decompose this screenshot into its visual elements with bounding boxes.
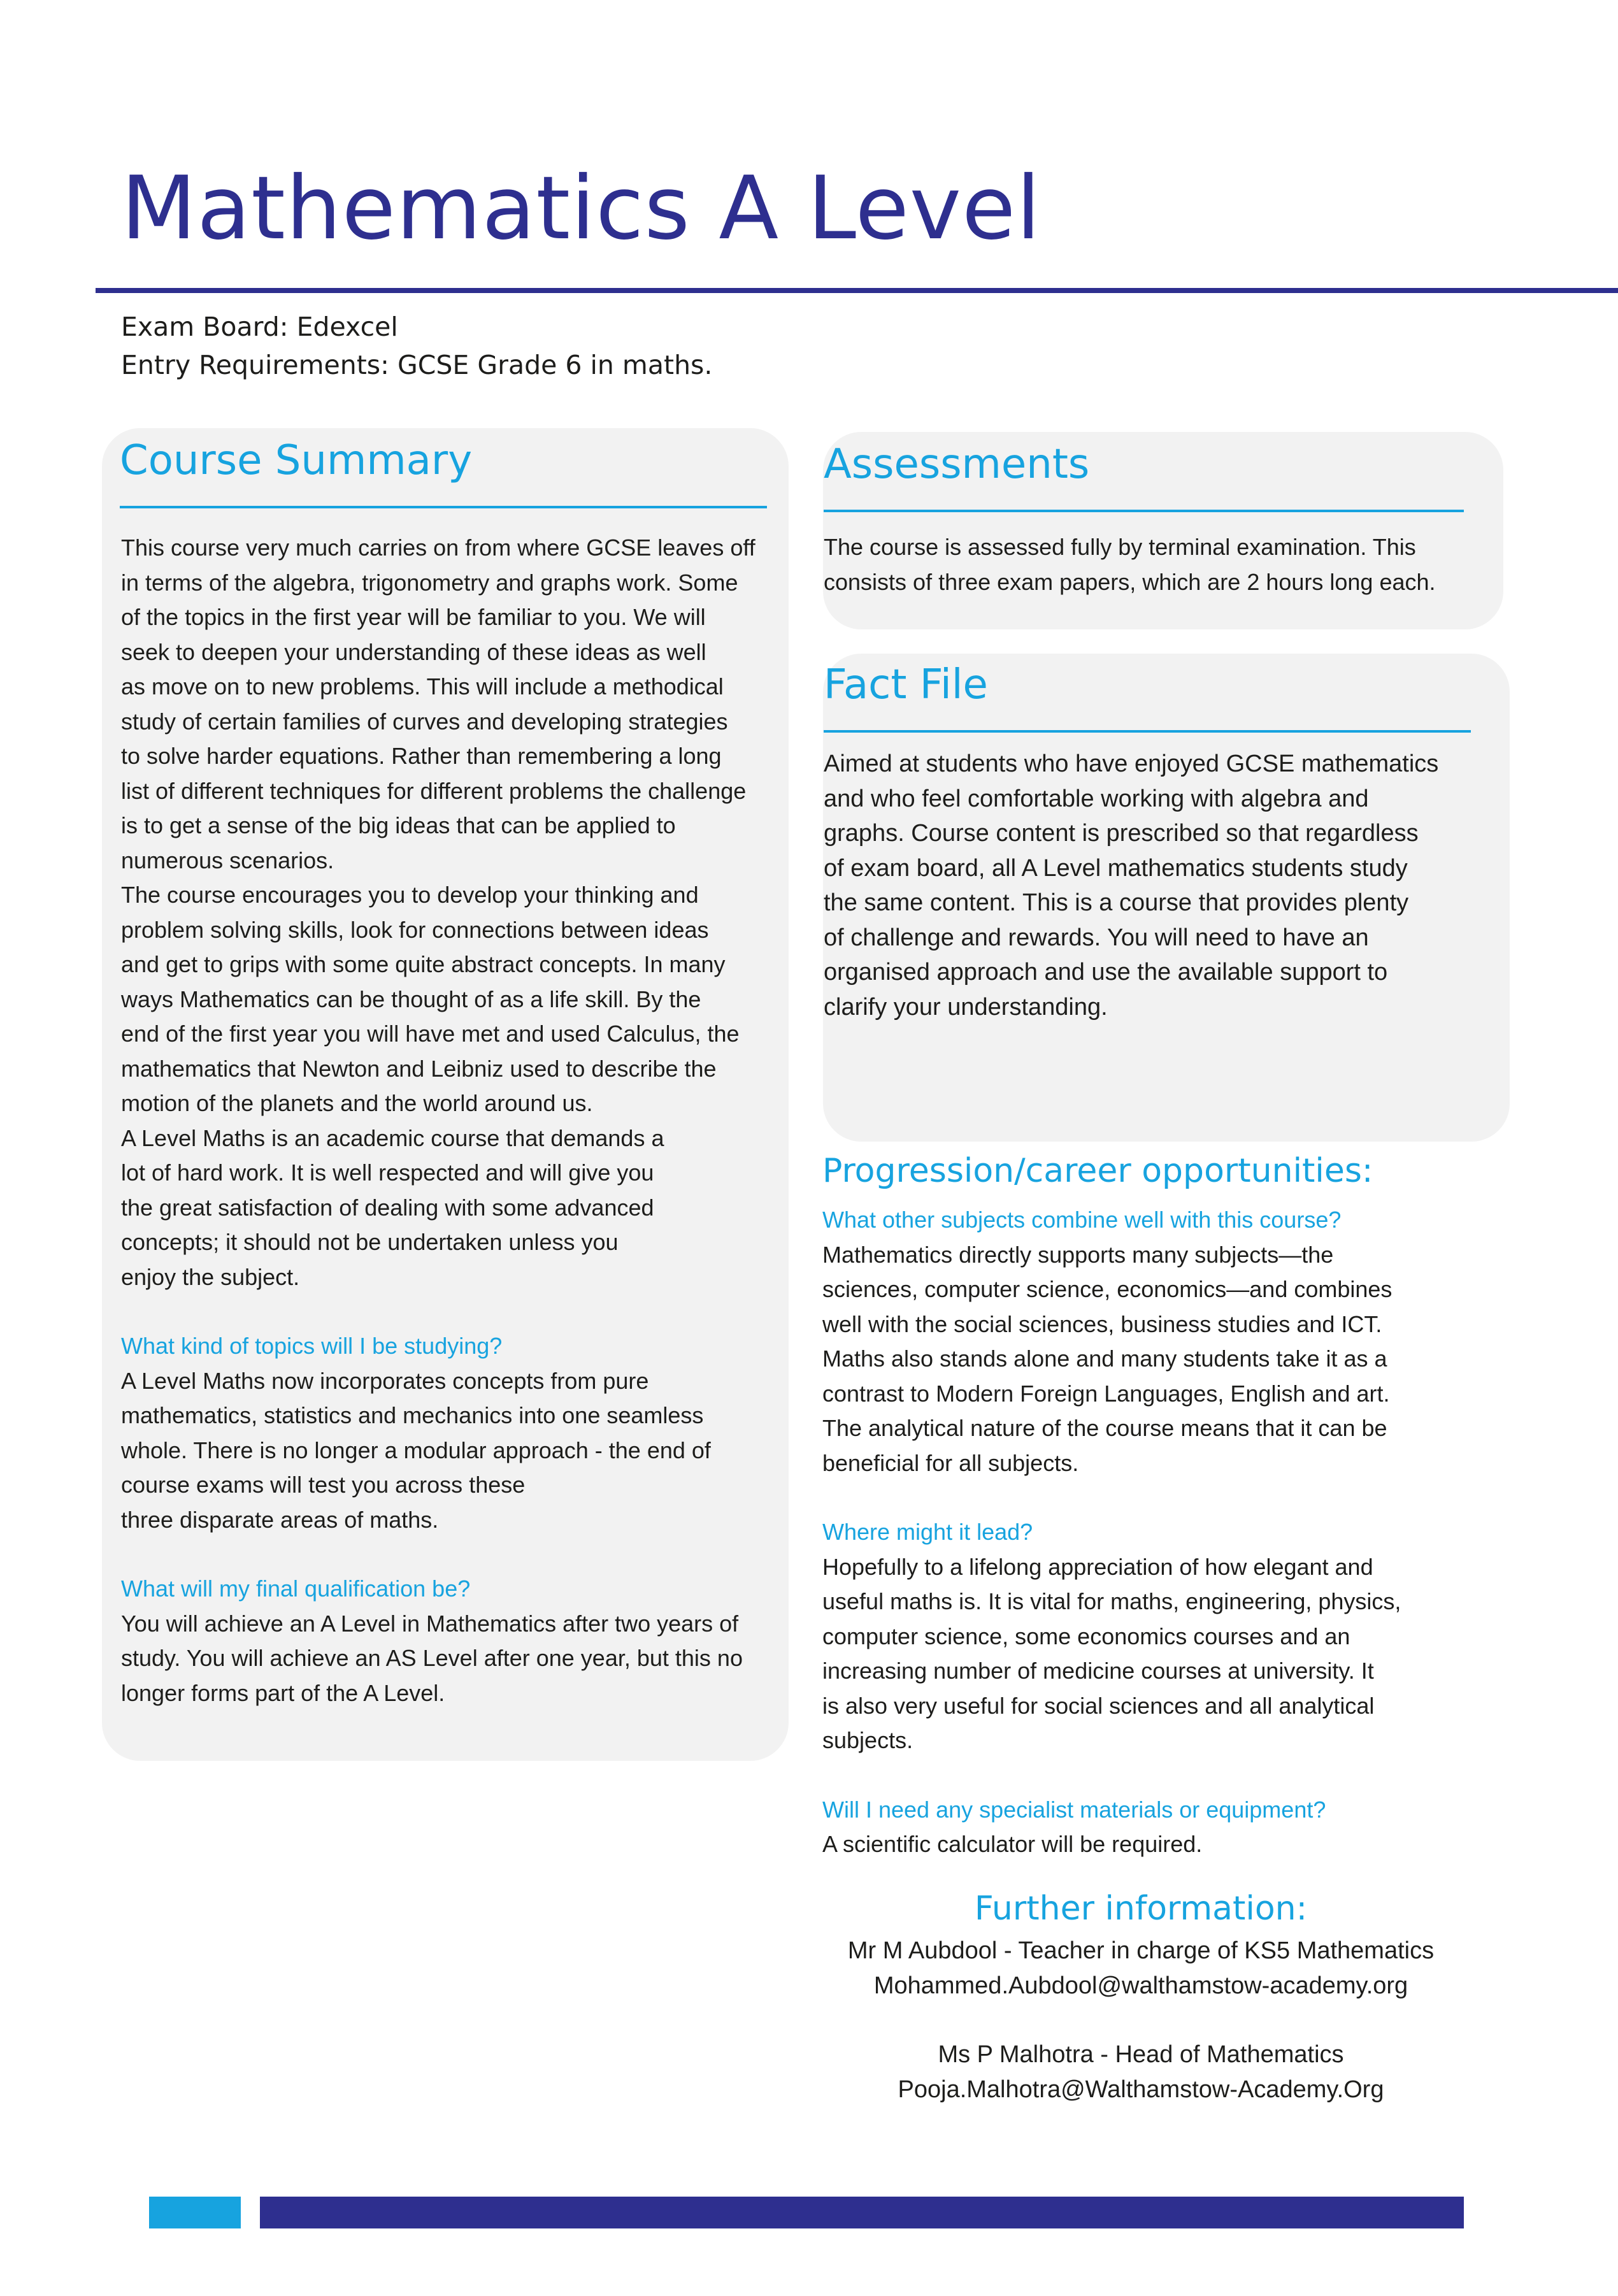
text-line: the great satisfaction of dealing with some advanced bbox=[121, 1194, 654, 1221]
text-line: lot of hard work. It is well respected and will give you bbox=[121, 1159, 654, 1186]
text-line: of exam board, all A Level mathematics students study bbox=[824, 854, 1408, 882]
text-line: list of different techniques for different problems the challenge bbox=[121, 777, 747, 804]
text-line: Aimed at students who have enjoyed GCSE mathematics bbox=[824, 750, 1439, 777]
text-line: sciences, computer science, economics—and combines bbox=[822, 1276, 1392, 1302]
fact-file-body bbox=[824, 747, 1438, 1024]
text-line: The course is assessed fully by terminal examination. This bbox=[824, 534, 1416, 560]
further-info-body bbox=[822, 1934, 1459, 2107]
text-line: as move on to new problems. This will include a methodical bbox=[121, 673, 724, 700]
text-line: subjects. bbox=[822, 1727, 913, 1753]
text-line: mathematics that Newton and Leibniz used to describe the bbox=[121, 1055, 717, 1082]
contact-role: Ms P Malhotra - Head of Mathematics bbox=[938, 2041, 1344, 2068]
assessments-body bbox=[824, 530, 1436, 599]
materials-question: Will I need any specialist materials or equipment? bbox=[822, 1796, 1326, 1823]
qualification-question: What will my final qualification be? bbox=[121, 1575, 471, 1602]
text-line: increasing number of medicine courses at university. It bbox=[822, 1658, 1374, 1684]
text-line: concepts; it should not be undertaken unless you bbox=[121, 1229, 619, 1255]
text-line: three disparate areas of maths. bbox=[121, 1506, 439, 1533]
text-line: and get to grips with some quite abstract concepts. In many bbox=[121, 951, 726, 977]
footer-bar bbox=[260, 2197, 1464, 2228]
course-meta bbox=[121, 308, 712, 384]
progression-body bbox=[822, 1203, 1401, 1862]
text-line: end of the first year you will have met and used Calculus, the bbox=[121, 1021, 740, 1047]
contact-email[interactable]: Mohammed.Aubdool@walthamstow-academy.org bbox=[873, 1972, 1408, 1999]
footer-accent-bar bbox=[149, 2197, 241, 2228]
text-line: is to get a sense of the big ideas that can be applied to bbox=[121, 812, 676, 838]
assessments-divider bbox=[824, 510, 1464, 512]
fact-file-heading: Fact File bbox=[824, 661, 988, 708]
text-line: whole. There is no longer a modular approach - the end of bbox=[121, 1437, 711, 1463]
text-line: The analytical nature of the course means that it can be bbox=[822, 1415, 1387, 1441]
contact-role: Mr M Aubdool - Teacher in charge of KS5 Mathematics bbox=[847, 1937, 1435, 1964]
course-summary-body bbox=[121, 531, 755, 1711]
text-line: the same content. This is a course that provides plenty bbox=[824, 889, 1409, 916]
text-line: is also very useful for social sciences and all analytical bbox=[822, 1692, 1375, 1719]
text-line: of challenge and rewards. You will need to have an bbox=[824, 924, 1369, 951]
text-line: A Level Maths is an academic course that demands a bbox=[121, 1124, 664, 1151]
contact-email[interactable]: Pooja.Malhotra@Walthamstow-Academy.Org bbox=[898, 2076, 1384, 2103]
text-line: in terms of the algebra, trigonometry and graphs work. Some bbox=[121, 569, 738, 596]
assessments-heading: Assessments bbox=[824, 441, 1090, 488]
text-line: enjoy the subject. bbox=[121, 1263, 300, 1290]
text-line: ways Mathematics can be thought of as a life skill. By the bbox=[121, 986, 701, 1012]
text-line: contrast to Modern Foreign Languages, English and art. bbox=[822, 1380, 1390, 1407]
progression-heading: Progression/career opportunities: bbox=[822, 1152, 1373, 1190]
text-line: beneficial for all subjects. bbox=[822, 1449, 1079, 1476]
entry-requirements: Entry Requirements: GCSE Grade 6 in maths. bbox=[121, 350, 713, 380]
further-info-heading: Further information: bbox=[974, 1890, 1308, 1928]
text-line: Mathematics directly supports many subjects—the bbox=[822, 1241, 1334, 1268]
text-line: mathematics, statistics and mechanics into one seamless bbox=[121, 1402, 704, 1428]
text-line: numerous scenarios. bbox=[121, 847, 334, 873]
text-line: Hopefully to a lifelong appreciation of how elegant and bbox=[822, 1553, 1373, 1580]
text-line: consists of three exam papers, which are 2 hours long each. bbox=[824, 568, 1436, 595]
text-line: A scientific calculator will be required. bbox=[822, 1831, 1203, 1857]
text-line: This course very much carries on from where GCSE leaves off bbox=[121, 535, 755, 561]
text-line: The course encourages you to develop your thinking and bbox=[121, 882, 699, 908]
course-summary-heading: Course Summary bbox=[120, 437, 473, 484]
course-summary-divider bbox=[120, 506, 767, 508]
text-line: You will achieve an A Level in Mathematics after two years of bbox=[121, 1610, 739, 1637]
text-line: clarify your understanding. bbox=[824, 993, 1108, 1021]
text-line: longer forms part of the A Level. bbox=[121, 1679, 445, 1706]
fact-file-divider bbox=[824, 730, 1471, 733]
text-line: to solve harder equations. Rather than remembering a long bbox=[121, 743, 722, 769]
text-line: seek to deepen your understanding of these ideas as well bbox=[121, 638, 706, 665]
text-line: Maths also stands alone and many students take it as a bbox=[822, 1345, 1387, 1372]
combine-question: What other subjects combine well with this course? bbox=[822, 1207, 1342, 1233]
page-title: Mathematics A Level bbox=[121, 158, 1042, 259]
text-line: computer science, some economics courses and an bbox=[822, 1623, 1350, 1649]
exam-board: Exam Board: Edexcel bbox=[121, 312, 398, 342]
text-line: A Level Maths now incorporates concepts from pure bbox=[121, 1367, 649, 1394]
text-line: problem solving skills, look for connections between ideas bbox=[121, 916, 709, 943]
text-line: study. You will achieve an AS Level after one year, but this no bbox=[121, 1645, 743, 1671]
text-line: study of certain families of curves and developing strategies bbox=[121, 708, 728, 735]
text-line: motion of the planets and the world around us. bbox=[121, 1090, 593, 1116]
lead-question: Where might it lead? bbox=[822, 1519, 1033, 1545]
text-line: well with the social sciences, business studies and ICT. bbox=[822, 1310, 1382, 1337]
text-line: of the topics in the first year will be familiar to you. We will bbox=[121, 604, 706, 630]
text-line: course exams will test you across these bbox=[121, 1472, 526, 1498]
text-line: graphs. Course content is prescribed so that regardless bbox=[824, 820, 1419, 847]
text-line: useful maths is. It is vital for maths, engineering, physics, bbox=[822, 1588, 1401, 1614]
text-line: organised approach and use the available support to bbox=[824, 959, 1388, 986]
title-divider bbox=[96, 288, 1618, 293]
topics-question: What kind of topics will I be studying? bbox=[121, 1333, 503, 1359]
text-line: and who feel comfortable working with algebra and bbox=[824, 785, 1369, 812]
